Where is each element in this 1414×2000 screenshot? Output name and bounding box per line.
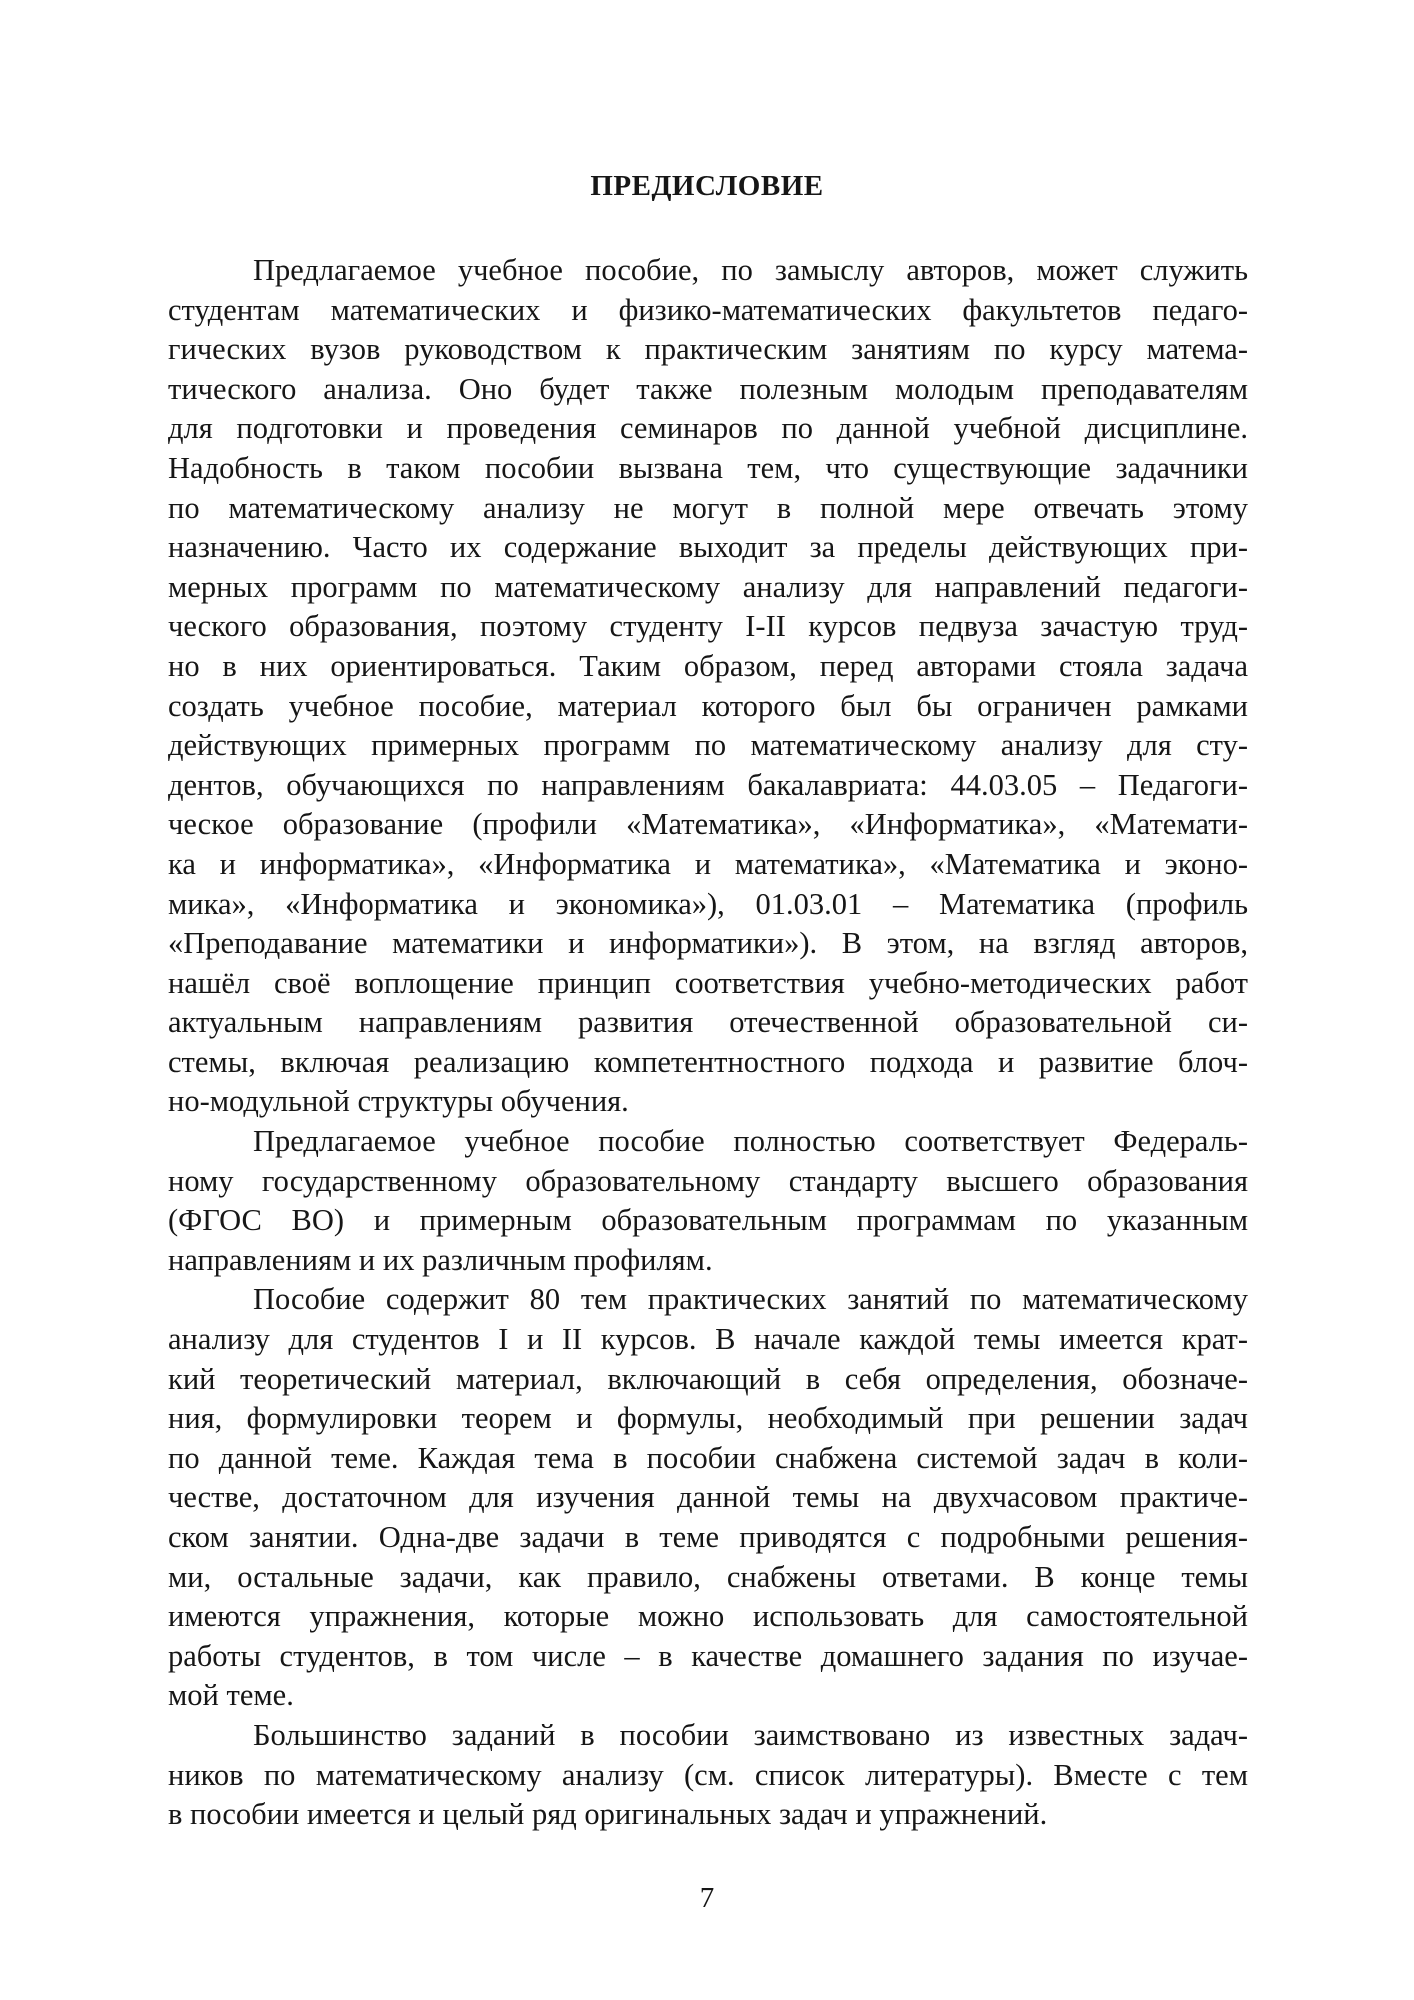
text-line: создать учебное пособие, материал которого был бы ограничен рамками (168, 688, 1248, 723)
text-line: мика», «Информатика и экономика»), 01.03.01 – Математика (профиль (168, 886, 1248, 921)
text-line: гических вузов руководством к практическим занятиям по курсу матема- (168, 332, 1248, 367)
text-line: направлениям и их различным профилям. (168, 1242, 713, 1277)
paragraph (168, 1280, 1248, 1716)
text-line: актуальным направлениям развития отечественной образовательной си- (168, 1005, 1248, 1040)
text-line: ка и информатика», «Информатика и математика», «Математика и эконо- (168, 846, 1248, 881)
text-line: анализу для студентов I и II курсов. В начале каждой темы имеется крат- (168, 1322, 1248, 1357)
text-line: ников по математическому анализу (см. список литературы). Вместе с тем (168, 1757, 1248, 1792)
text-line: нашёл своё воплощение принцип соответствия учебно-методических работ (168, 965, 1248, 1000)
paragraph (168, 251, 1248, 1122)
text-line: работы студентов, в том числе – в качестве домашнего задания по изучае- (168, 1638, 1248, 1673)
text-line: мерных программ по математическому анализу для направлений педагоги- (168, 569, 1248, 604)
text-line: «Преподавание математики и информатики»). В этом, на взгляд авторов, (168, 926, 1248, 961)
text-line: Большинство заданий в пособии заимствовано из известных задач- (253, 1717, 1248, 1752)
text-line: честве, достаточном для изучения данной темы на двухчасовом практиче- (168, 1480, 1248, 1515)
text-line: Предлагаемое учебное пособие, по замыслу авторов, может служить (253, 253, 1248, 287)
text-line: ния, формулировки теорем и формулы, необходимый при решении задач (168, 1401, 1248, 1436)
page-title: ПРЕДИСЛОВИЕ (590, 170, 824, 202)
text-line: дентов, обучающихся по направлениям бакалавриата: 44.03.05 – Педагоги- (168, 767, 1248, 802)
text-line: ческое образование (профили «Математика», «Информатика», «Математи- (168, 807, 1248, 842)
text-line: студентам математических и физико-математических факультетов педаго- (168, 292, 1248, 327)
body-text (168, 251, 1248, 1835)
text-line: ческого образования, поэтому студенту I-II курсов педвуза зачастую труд- (168, 609, 1248, 644)
text-line: Предлагаемое учебное пособие полностью соответствует Федераль- (253, 1124, 1248, 1159)
text-line: ми, остальные задачи, как правило, снабжены ответами. В конце темы (168, 1559, 1248, 1594)
text-line: ском занятии. Одна-две задачи в теме приводятся с подробными решения- (168, 1520, 1248, 1554)
text-line: по математическому анализу не могут в полной мере отвечать этому (168, 490, 1248, 525)
text-line: стемы, включая реализацию компетентностного подхода и развитие блоч- (168, 1044, 1248, 1079)
text-line: но в них ориентироваться. Таким образом, перед авторами стояла задача (168, 648, 1248, 683)
text-line: для подготовки и проведения семинаров по данной учебной дисциплине. (168, 411, 1248, 446)
paragraph (168, 1716, 1248, 1835)
text-line: но-модульной структуры обучения. (168, 1084, 629, 1119)
text-line: тического анализа. Оно будет также полезным молодым преподавателям (168, 371, 1248, 406)
text-line: кий теоретический материал, включающий в себя определения, обозначе- (168, 1361, 1248, 1396)
text-line: в пособии имеется и целый ряд оригинальных задач и упражнений. (168, 1797, 1048, 1832)
text-line: ному государственному образовательному стандарту высшего образования (168, 1163, 1248, 1198)
text-line: мой теме. (168, 1678, 294, 1713)
text-line: имеются упражнения, которые можно использовать для самостоятельной (168, 1599, 1248, 1634)
text-line: (ФГОС ВО) и примерным образовательным программам по указанным (168, 1203, 1248, 1238)
text-line: по данной теме. Каждая тема в пособии снабжена системой задач в коли- (168, 1440, 1248, 1475)
page-number: 7 (699, 1882, 715, 1914)
text-line: Пособие содержит 80 тем практических занятий по математическому (253, 1282, 1248, 1317)
text-line: назначению. Часто их содержание выходит за пределы действующих при- (168, 530, 1248, 565)
paragraph (168, 1122, 1248, 1280)
text-line: действующих примерных программ по математическому анализу для сту- (168, 728, 1248, 763)
text-line: Надобность в таком пособии вызвана тем, что существующие задачники (168, 450, 1248, 485)
